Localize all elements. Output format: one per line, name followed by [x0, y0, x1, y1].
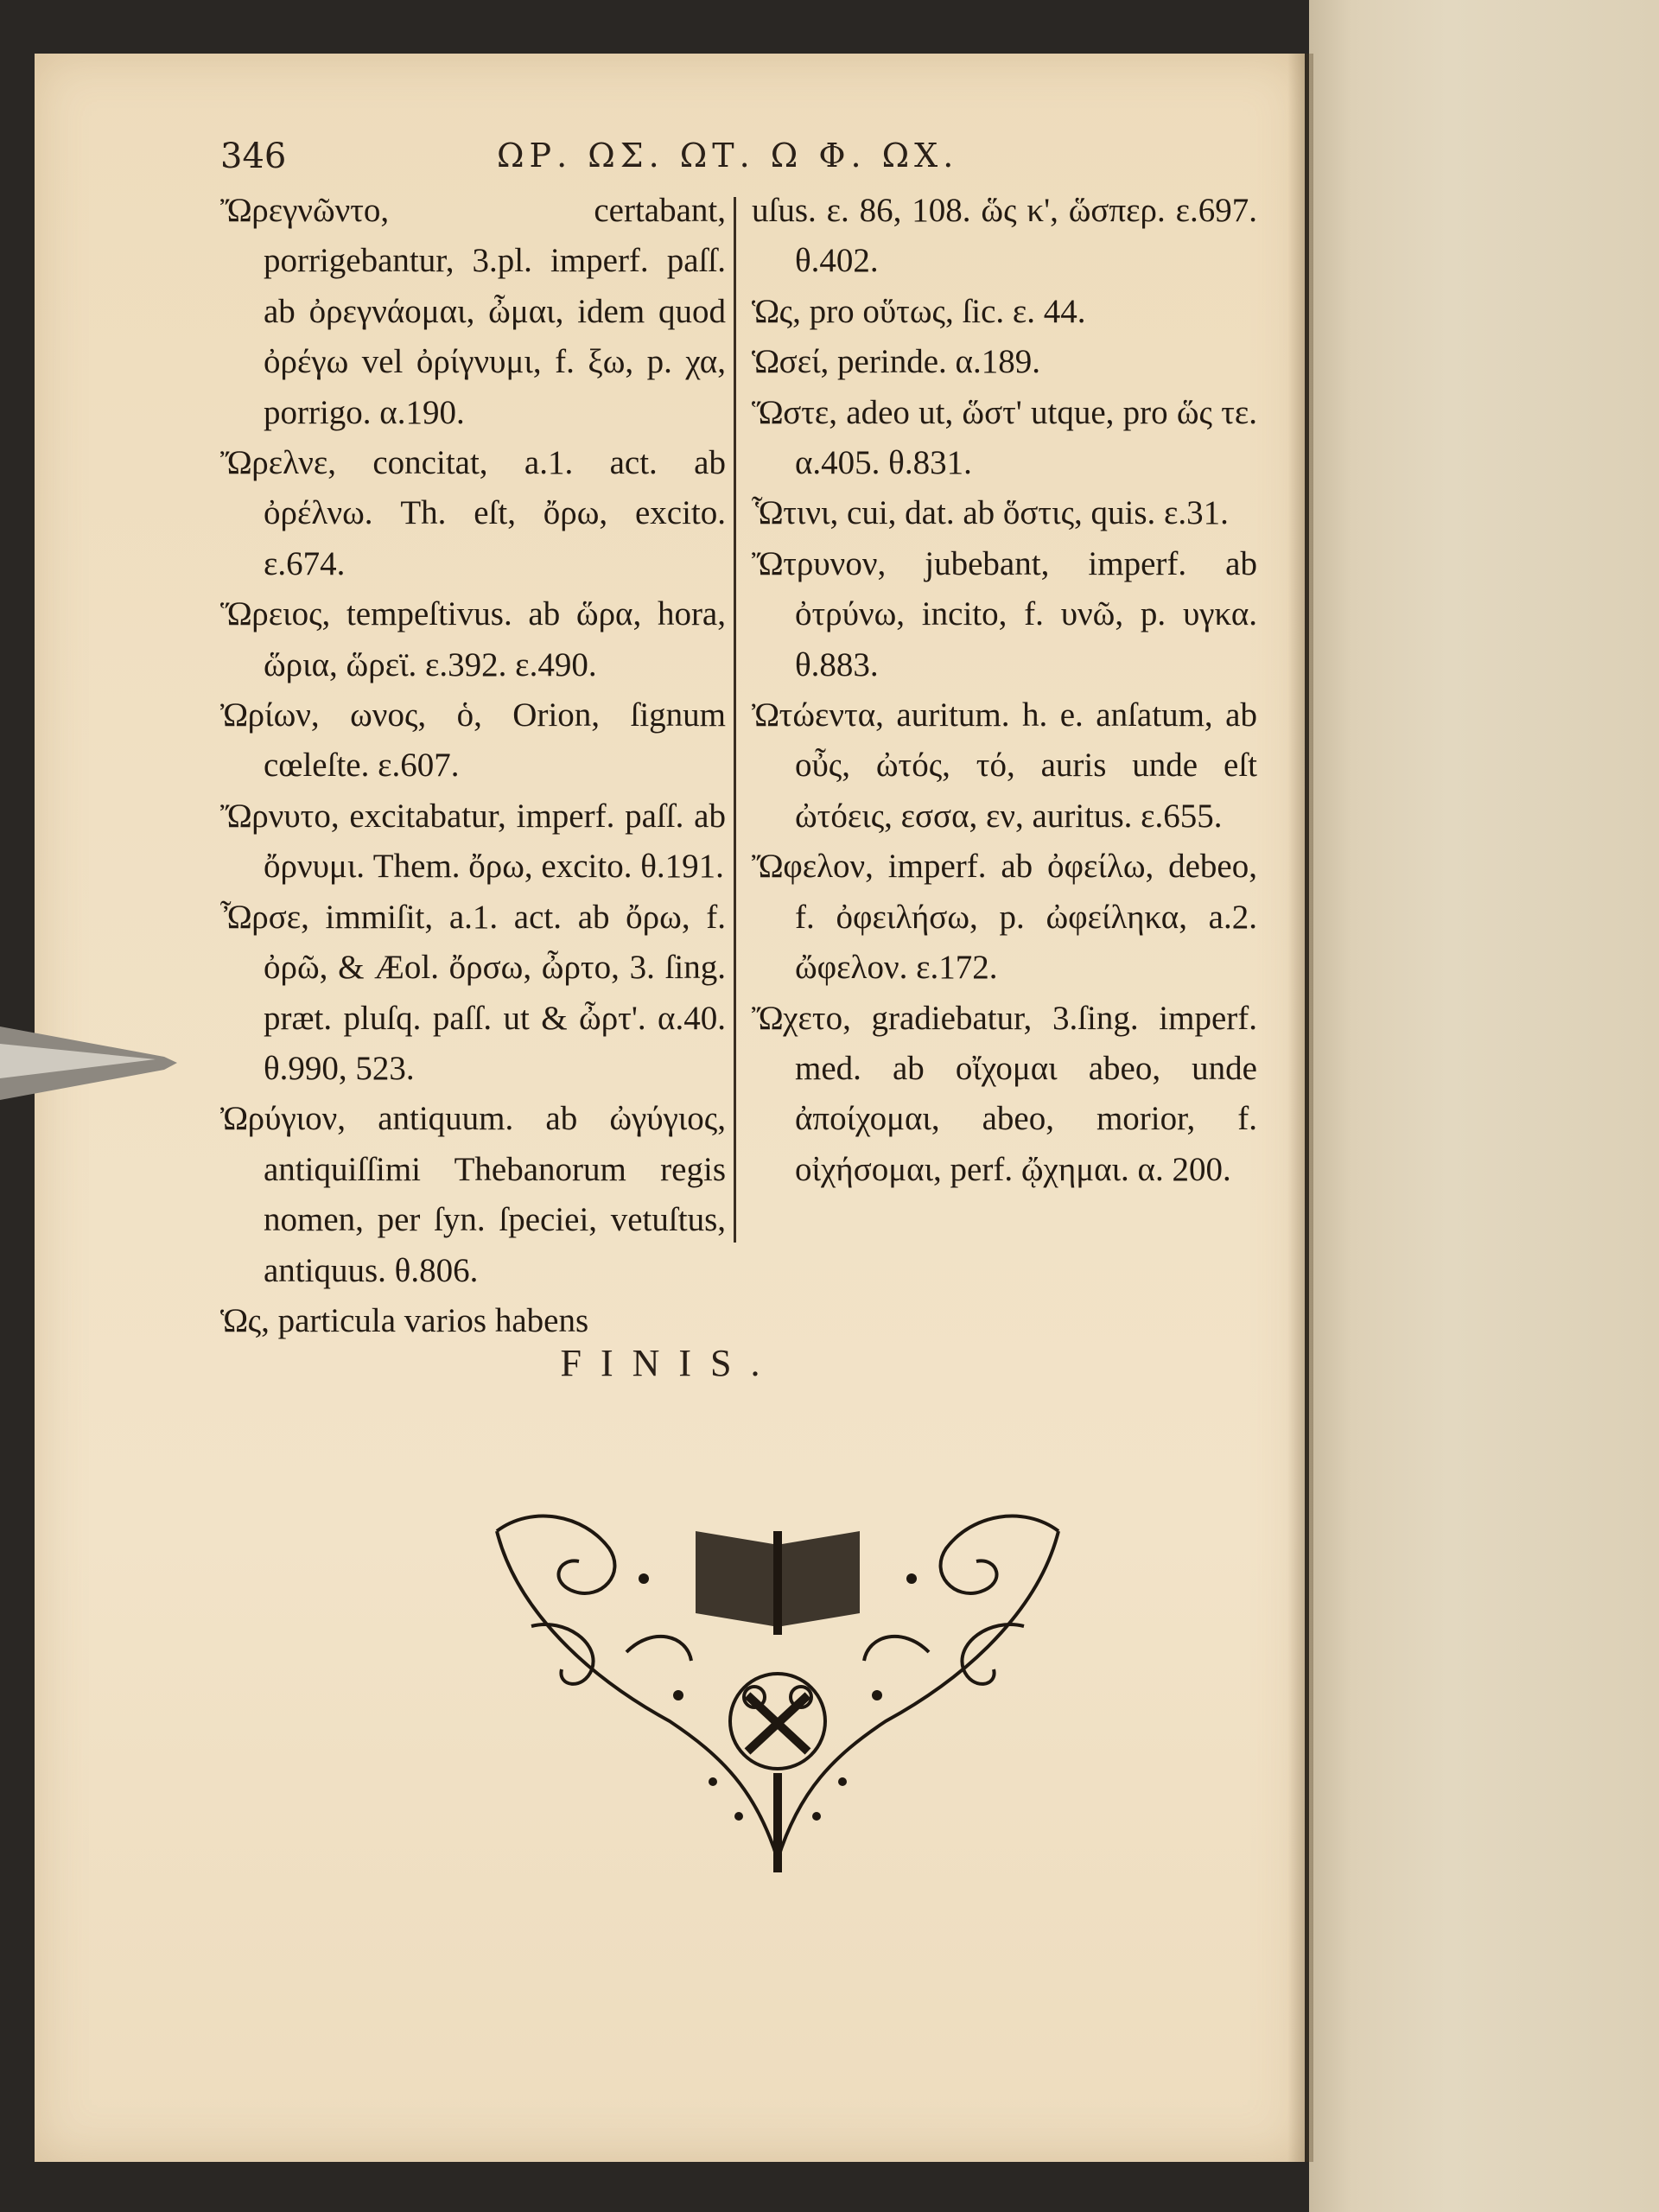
entry: Ὠρύγιον, antiquum. ab ὠγύγιος, antiquiſſimi Thebanorum regis nomen, per ſyn. ſpeciei, vetuſtus, antiquus. θ.806.	[220, 1100, 726, 1289]
entry: Ὤρελνε, concitat, a.1. act. ab ὀρέλνω. Th. eſt, ὄρω, excito. ε.674.	[220, 444, 726, 582]
left-column	[220, 186, 726, 1339]
entry: Ὠρίων, ωνος, ὁ, Orion, ſignum cœleſte. ε.607.	[220, 696, 726, 785]
entry: uſus. ε. 86, 108. ὥς κ', ὥσπερ. ε.697. θ.402.	[752, 192, 1257, 280]
entry: Ὥστε, adeo ut, ὥστ' utque, pro ὥς τε. α.405. θ.831.	[752, 393, 1257, 482]
entry: Ὧτινι, cui, dat. ab ὅστις, quis. ε.31.	[752, 494, 1229, 532]
adjacent-page	[1309, 0, 1659, 2212]
entry: Ὡσεί, perinde. α.189.	[752, 343, 1040, 381]
entry: Ὤφελον, imperf. ab ὀφείλω, debeo, f. ὀφειλήσω, p. ὠφείληκα, a.2. ὤφελον. ε.172.	[752, 848, 1257, 987]
finis-text: FINIS.	[560, 1342, 779, 1384]
entry: Ὠτώεντα, auritum. h. e. anſatum, ab οὖς, ὠτός, τό, auris unde eſt ὠτόεις, εσσα, εν, auritus. ε.655.	[752, 696, 1257, 835]
page-header	[220, 128, 1274, 180]
running-head: ΩΡ. ΩΣ. ΩΤ. Ω Φ. ΩΧ.	[497, 137, 959, 175]
entry: Ὤρεγνῶντο, certabant, porrigebantur, 3.pl. imperf. paſſ. ab ὀρεγνάομαι, ὦμαι, idem quod ὀρέγω vel ὀρίγνυμι, f. ξω, p. χα, porrigo. α.190.	[220, 192, 726, 431]
book-page	[35, 54, 1305, 2162]
printer-ornament	[480, 1497, 1076, 1877]
entry: Ὥρειος, tempeſtivus. ab ὥρα, hora, ὥρια, ὥρεϊ. ε.392. ε.490.	[220, 595, 726, 683]
right-column	[752, 186, 1257, 1244]
entry: Ὤτρυνον, jubebant, imperf. ab ὀτρύνω, incito, f. υνῶ, p. υγκα. θ.883.	[752, 544, 1257, 683]
entry: Ὤχετο, gradiebatur, 3.ſing. imperf. med. ab οἴχομαι abeo, unde ἀποίχομαι, abeo, morior, f. οἰχήσομαι, perf. ᾤχημαι. α. 200.	[752, 999, 1257, 1188]
metal-pointer	[0, 1009, 177, 1111]
entry: Ὦρσε, immiſit, a.1. act. ab ὄρω, f. ὀρῶ, & Æol. ὄρσω, ὦρτο, 3. ſing. præt. pluſq. paſſ. ut & ὦρτ'. α.40. θ.990, 523.	[220, 898, 726, 1087]
entry: Ὤρνυτο, excitabatur, imperf. paſſ. ab ὄρνυμι. Them. ὄρω, excito. θ.191.	[220, 797, 726, 886]
page-number: 346	[220, 137, 287, 176]
gutter-shadow	[1287, 54, 1313, 2162]
column-rule	[734, 197, 736, 1243]
entry: Ὡς, particula varios habens	[220, 1301, 589, 1339]
entry: Ὡς, pro οὕτως, ſic. ε. 44.	[752, 292, 1086, 330]
